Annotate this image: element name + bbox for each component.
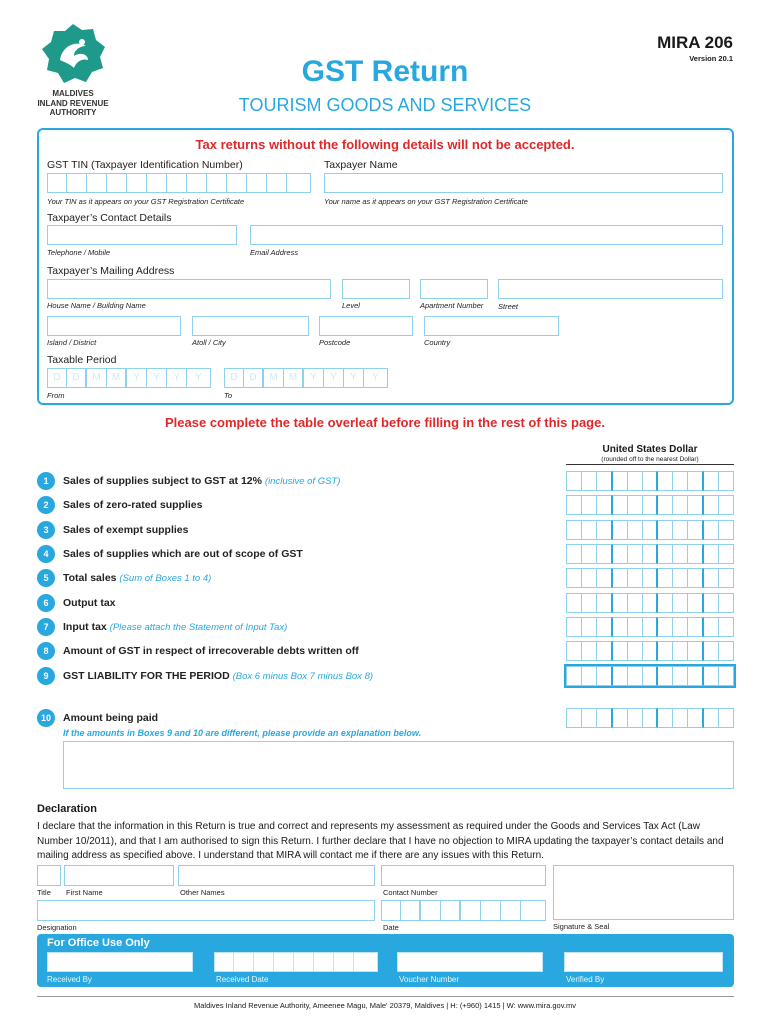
phone-input[interactable] — [47, 225, 237, 245]
first-name-input[interactable] — [64, 865, 174, 886]
box-number: 1 — [37, 472, 55, 490]
footer-text: Maldives Inland Revenue Authority, Ameenee Magu, Male' 20379, Maldives | H: (+960) 1415 | W: www.mira.gov.mv — [194, 1001, 576, 1010]
level-input[interactable] — [342, 279, 410, 299]
taxpayer-name-label: Taxpayer Name — [324, 159, 398, 171]
amount-input-box-10[interactable] — [566, 708, 734, 728]
amount-input-box-5[interactable] — [566, 568, 734, 588]
tin-input[interactable] — [47, 173, 311, 193]
table-notice: Please complete the table overleaf before filling in the rest of this page. — [165, 415, 605, 430]
received-by-input[interactable] — [47, 952, 193, 972]
taxpayer-name-input[interactable] — [324, 173, 723, 193]
received-date-input[interactable] — [214, 952, 378, 972]
period-to-caption: To — [224, 391, 233, 400]
row-label-text: Amount of GST in respect of irrecoverable debts written off — [63, 645, 359, 657]
page-subtitle: TOURISM GOODS AND SERVICES — [238, 95, 532, 115]
street-input[interactable] — [498, 279, 723, 299]
verified-by-caption: Verified By — [566, 975, 605, 984]
row-label-text: Sales of exempt supplies — [63, 524, 189, 536]
street-caption: Street — [498, 302, 519, 311]
office-use-heading: For Office Use Only — [47, 937, 150, 949]
declaration-heading: Declaration — [37, 803, 97, 815]
apartment-caption: Apartment Number — [420, 301, 484, 310]
contact-number-input[interactable] — [381, 865, 546, 886]
declaration-date-input[interactable] — [381, 900, 546, 921]
row-label-text: Sales of zero-rated supplies — [63, 499, 203, 511]
signature-caption: Signature & Seal — [553, 922, 610, 931]
row-label — [63, 645, 359, 657]
atoll-input[interactable] — [192, 316, 309, 336]
row-label-text: Input tax — [63, 621, 107, 633]
designation-input[interactable] — [37, 900, 375, 921]
box-number: 4 — [37, 545, 55, 563]
received-date-caption: Received Date — [216, 975, 269, 984]
box-number: 9 — [37, 667, 55, 685]
tin-label: GST TIN (Taxpayer Identification Number) — [47, 159, 243, 171]
amount-input-box-1[interactable] — [566, 471, 734, 491]
first-name-caption: First Name — [66, 888, 103, 897]
verified-by-input[interactable] — [564, 952, 723, 972]
row-label — [63, 475, 340, 487]
row-note: (Box 6 minus Box 7 minus Box 8) — [232, 671, 374, 682]
taxable-period-label: Taxable Period — [47, 354, 117, 366]
house-name-caption: House Name / Building Name — [47, 301, 146, 310]
row-label — [63, 621, 287, 633]
row-label — [63, 548, 303, 560]
row-note: (Please attach the Statement of Input Tax) — [109, 622, 288, 633]
org-name-line-1: MALDIVES — [52, 89, 94, 98]
atoll-caption: Atoll / City — [192, 338, 226, 347]
amount-input-box-4[interactable] — [566, 544, 734, 564]
declaration-text: I declare that the information in this Return is true and correct and represents my assessment as required under the Goods and Services Tax Act (Law Number 10/2011), and that I am authorised to sign this Return. I further declare that I have no objection to MIRA updating the taxpayer’s contact details and mailing address as specified above. I understand that MIRA will contact me if there are any issues with this Return. — [37, 821, 724, 861]
received-by-caption: Received By — [47, 975, 92, 984]
row-label-text: Output tax — [63, 597, 116, 609]
box-number: 3 — [37, 521, 55, 539]
date-caption: Date — [383, 923, 399, 932]
phone-caption: Telephone / Mobile — [47, 248, 111, 257]
row-note: (Sum of Boxes 1 to 4) — [119, 573, 212, 584]
mailing-address-label: Taxpayer’s Mailing Address — [47, 265, 175, 277]
amount-input-box-6[interactable] — [566, 593, 734, 613]
explanation-note: If the amounts in Boxes 9 and 10 are different, please provide an explanation below. — [63, 728, 422, 738]
footer-divider — [37, 996, 734, 997]
row-label — [63, 572, 211, 584]
amount-input-box-7[interactable] — [566, 617, 734, 637]
box-number: 8 — [37, 642, 55, 660]
island-caption: Island / District — [47, 338, 97, 347]
row-label — [63, 524, 188, 536]
amount-input-box-9[interactable] — [566, 666, 734, 686]
postcode-caption: Postcode — [319, 338, 351, 347]
title-input[interactable] — [37, 865, 61, 886]
currency-label: United States Dollar — [602, 444, 698, 455]
country-caption: Country — [424, 338, 451, 347]
row-label-text: Sales of supplies subject to GST at 12% — [63, 475, 262, 487]
box-number: 5 — [37, 569, 55, 587]
explanation-input[interactable] — [63, 741, 734, 789]
row-label-text: GST LIABILITY FOR THE PERIOD — [63, 670, 230, 682]
row-label-text: Total sales — [63, 572, 117, 584]
page-title: GST Return — [301, 55, 469, 88]
level-caption: Level — [342, 301, 360, 310]
email-caption: Email Address — [250, 248, 299, 257]
row-label: Amount being paid — [63, 712, 159, 724]
box-number: 10 — [37, 709, 55, 727]
form-code: MIRA 206 — [657, 33, 733, 52]
box-number: 2 — [37, 496, 55, 514]
form-version: Version 20.1 — [689, 54, 733, 63]
house-name-input[interactable] — [47, 279, 331, 299]
currency-note: (rounded off to the nearest Dollar) — [601, 456, 699, 463]
row-label-text: Sales of supplies which are out of scope of GST — [63, 548, 303, 560]
signature-input[interactable] — [553, 865, 734, 920]
period-from-input[interactable]: D D M M Y Y Y Y — [47, 368, 211, 388]
box-number: 7 — [37, 618, 55, 636]
country-input[interactable] — [424, 316, 559, 336]
period-from-caption: From — [47, 391, 65, 400]
org-name-line-2: INLAND REVENUE — [37, 98, 109, 108]
contact-details-label: Taxpayer’s Contact Details — [47, 212, 172, 224]
other-names-input[interactable] — [178, 865, 375, 886]
title-caption: Title — [37, 888, 51, 897]
period-to-input[interactable]: D D M M Y Y Y Y — [224, 368, 388, 388]
details-warning: Tax returns without the following details will not be accepted. — [195, 137, 575, 152]
amount-input-box-3[interactable] — [566, 520, 734, 540]
row-label — [63, 670, 373, 682]
row-label — [63, 499, 202, 511]
voucher-number-input[interactable] — [397, 952, 543, 972]
designation-caption: Designation — [37, 923, 77, 932]
amount-input-box-8[interactable] — [566, 641, 734, 661]
org-name-line-3: AUTHORITY — [49, 108, 97, 117]
tin-caption: Your TIN as it appears on your GST Registration Certificate — [47, 197, 245, 206]
currency-divider — [566, 464, 734, 465]
voucher-number-caption: Voucher Number — [399, 975, 460, 984]
apartment-input[interactable] — [420, 279, 488, 299]
other-names-caption: Other Names — [180, 888, 225, 897]
row-label — [63, 597, 116, 609]
amount-input-box-2[interactable] — [566, 495, 734, 515]
row-note: (inclusive of GST) — [264, 476, 341, 487]
taxpayer-name-caption: Your name as it appears on your GST Registration Certificate — [324, 197, 528, 206]
email-input[interactable] — [250, 225, 723, 245]
box-number: 6 — [37, 594, 55, 612]
contact-number-caption: Contact Number — [383, 888, 438, 897]
postcode-input[interactable] — [319, 316, 413, 336]
island-input[interactable] — [47, 316, 181, 336]
